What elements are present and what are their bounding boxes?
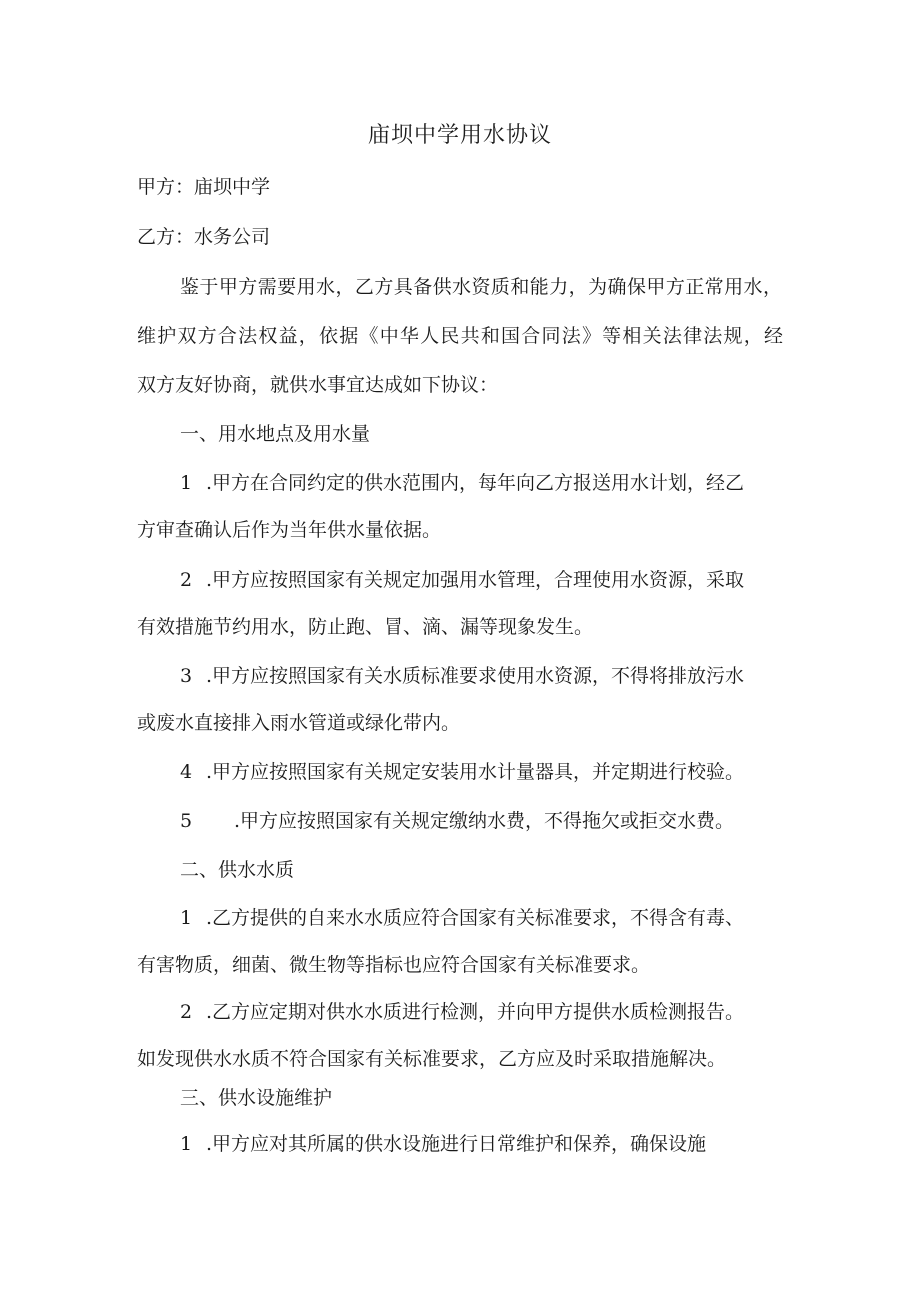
item-number: 1: [180, 907, 193, 929]
intro-line-1: 鉴于甲方需要用水，乙方具备供水资质和能力，为确保甲方正常用水，: [180, 276, 782, 298]
item-text: .甲方应按照国家有关规定加强用水管理，合理使用水资源，采取: [206, 569, 745, 591]
section-1-heading: 一、用水地点及用水量: [180, 423, 371, 445]
intro-line-3: 双方友好协商，就供水事宜达成如下协议：: [137, 374, 499, 396]
item-text: .甲方在合同约定的供水范围内，每年向乙方报送用水计划，经乙: [206, 472, 745, 494]
item-number: 4: [180, 761, 193, 783]
item-number: 1: [180, 1133, 193, 1155]
item-text: .乙方应定期对供水水质进行检测，并向甲方提供水质检测报告。: [206, 1001, 745, 1023]
item-text: .乙方提供的自来水水质应符合国家有关标准要求，不得含有毒、: [206, 907, 745, 929]
section-1-item-5: [180, 809, 734, 833]
item-number: 2: [180, 569, 193, 591]
item-text: .甲方应按照国家有关规定缴纳水费，不得拖欠或拒交水费。: [234, 810, 735, 832]
section-1-item-2-line-2: 有效措施节约用水，防止跑、冒、滴、漏等现象发生。: [137, 616, 594, 638]
section-1-item-3-line-1: [180, 664, 744, 688]
intro-line-2: 维护双方合法权益，依据《中华人民共和国合同法》等相关法律法规，经: [137, 325, 783, 347]
document-title: 庙坝中学用水协议: [367, 123, 552, 148]
section-2-item-2-line-2: 如发现供水水质不符合国家有关标准要求，乙方应及时采取措施解决。: [137, 1048, 727, 1070]
section-1-item-2-line-1: [180, 568, 744, 592]
item-text: .甲方应按照国家有关规定安装用水计量器具，并定期进行校验。: [206, 761, 745, 783]
section-3-item-1-line-1: [180, 1132, 706, 1156]
section-1-item-3-line-2: 或废水直接排入雨水管道或绿化带内。: [137, 712, 461, 734]
item-number: 5: [180, 810, 193, 832]
section-2-item-1-line-2: 有害物质，细菌、微生物等指标也应符合国家有关标准要求。: [137, 954, 651, 976]
section-3-heading: 三、供水设施维护: [180, 1087, 333, 1109]
party-b-line: 乙方：水务公司: [137, 226, 271, 248]
section-2-item-2-line-1: [180, 1000, 744, 1024]
section-2-heading: 二、供水水质: [180, 859, 295, 881]
section-1-item-4: [180, 760, 744, 784]
item-number: 3: [180, 665, 193, 687]
item-number: 2: [180, 1001, 193, 1023]
item-number: 1: [180, 472, 193, 494]
section-1-item-1-line-1: [180, 471, 782, 495]
party-a-line: 甲方：庙坝中学: [137, 176, 271, 198]
section-2-item-1-line-1: [180, 906, 744, 930]
section-1-item-1-line-2: 方审查确认后作为当年供水量依据。: [137, 519, 442, 541]
item-text: .甲方应按照国家有关水质标准要求使用水资源，不得将排放污水: [206, 665, 745, 687]
item-text: .甲方应对其所属的供水设施进行日常维护和保养，确保设施: [206, 1133, 707, 1155]
